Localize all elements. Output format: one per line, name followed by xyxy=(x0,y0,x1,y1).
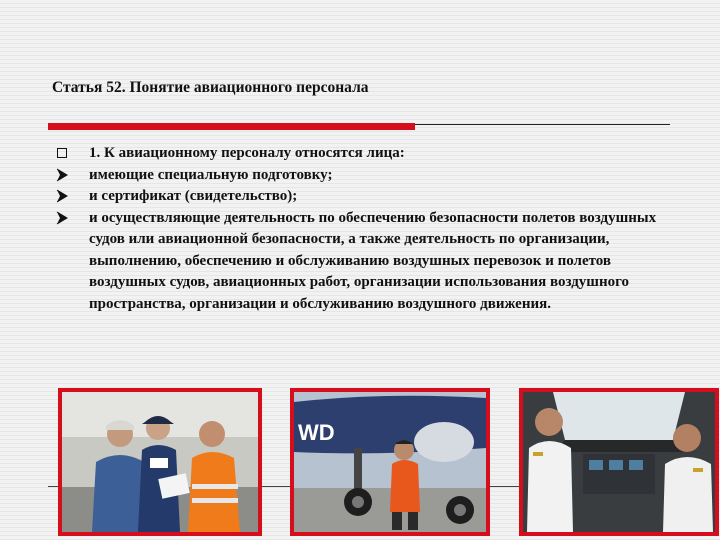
cockpit-pilots-photo xyxy=(519,388,719,536)
bullet-list xyxy=(54,143,674,315)
ground-crew-photo xyxy=(58,388,262,536)
aircraft-technician-photo xyxy=(290,388,490,536)
square-bullet-icon xyxy=(54,143,70,166)
bullet-text: и сертификат (свидетельство); xyxy=(89,188,298,204)
bullet-text: имеющие специальную подготовку; xyxy=(89,166,333,183)
bullet-text: и осуществляющие деятельность по обеспечению безопасности полетов воздушных судов или авиационной безопасности, а также деятельность по организации, выполнению, обеспечению и обслуживанию воздушных перевозок и полетов воздушных судов, авиационных работ, организации использования воздушного пространства, организации и обслуживанию воздушного движения. xyxy=(89,209,657,312)
title-accent-bar xyxy=(48,123,415,130)
fuselage-lettering: WD xyxy=(298,420,335,445)
bullet-item xyxy=(54,165,674,187)
bullet-item xyxy=(54,143,674,165)
bullet-item xyxy=(54,208,674,316)
bullet-text: 1. К авиационному персоналу относятся лица: xyxy=(89,145,405,161)
slide-title: Статья 52. Понятие авиационного персонала xyxy=(52,79,369,96)
arrow-bullet-icon xyxy=(54,208,70,233)
bullet-item xyxy=(54,186,674,208)
